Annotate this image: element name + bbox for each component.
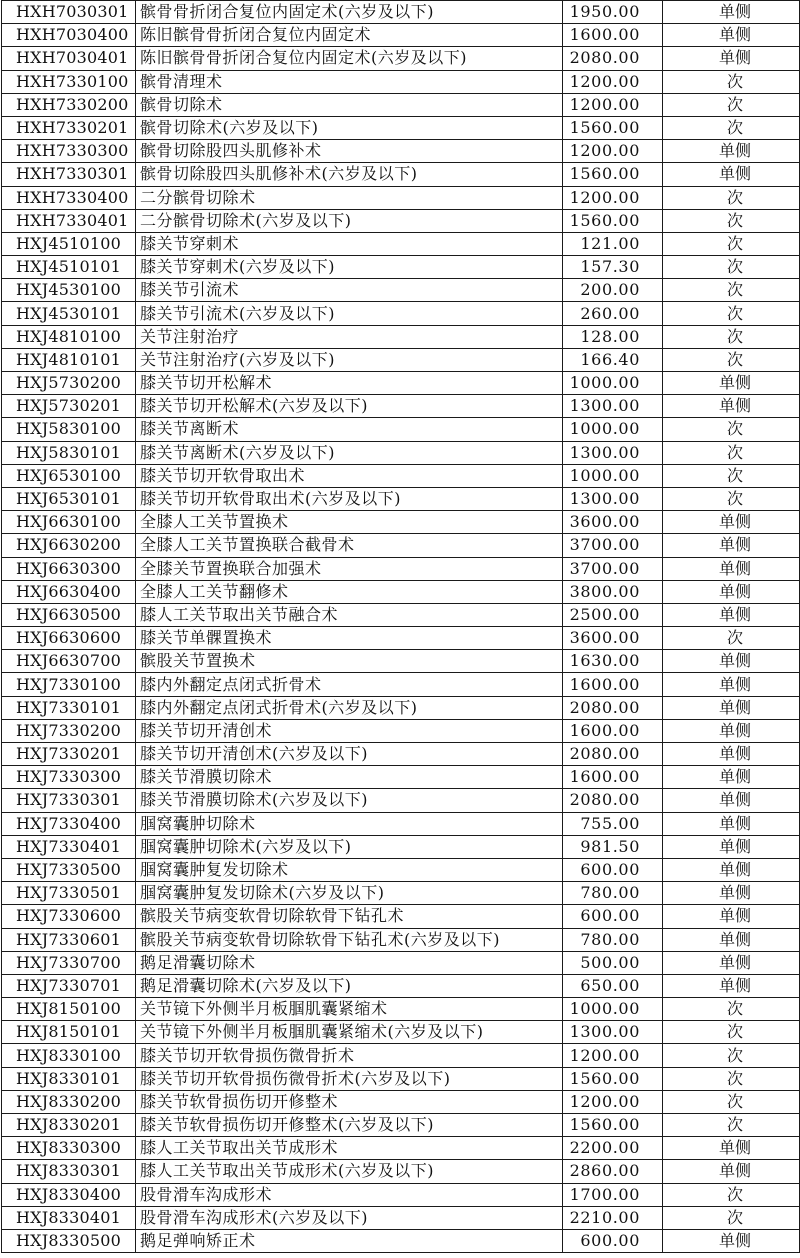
item-price: 780.00 xyxy=(563,882,663,905)
table-row xyxy=(2,789,800,812)
item-code: HXJ7330501 xyxy=(2,882,136,905)
item-unit: 次 xyxy=(663,325,800,348)
item-price: 1630.00 xyxy=(563,650,663,673)
item-unit: 单侧 xyxy=(663,372,800,395)
item-unit: 单侧 xyxy=(663,858,800,881)
item-code: HXJ8330100 xyxy=(2,1044,136,1067)
item-code: HXJ7330700 xyxy=(2,951,136,974)
item-name: 腘窝囊肿复发切除术(六岁及以下) xyxy=(136,882,563,905)
item-unit: 单侧 xyxy=(663,24,800,47)
item-code: HXJ7330200 xyxy=(2,719,136,742)
table-row xyxy=(2,418,800,441)
item-unit: 单侧 xyxy=(663,1137,800,1160)
table-row xyxy=(2,24,800,47)
item-unit: 单侧 xyxy=(663,395,800,418)
item-code: HXJ8330300 xyxy=(2,1137,136,1160)
table-row xyxy=(2,1183,800,1206)
item-unit: 单侧 xyxy=(663,882,800,905)
item-unit: 单侧 xyxy=(663,835,800,858)
item-unit: 次 xyxy=(663,232,800,255)
item-price: 981.50 xyxy=(563,835,663,858)
table-row xyxy=(2,232,800,255)
item-unit: 次 xyxy=(663,256,800,279)
item-name: 膝关节穿刺术(六岁及以下) xyxy=(136,256,563,279)
item-price: 1560.00 xyxy=(563,1067,663,1090)
table-row xyxy=(2,1090,800,1113)
item-name: 膝关节切开软骨损伤微骨折术 xyxy=(136,1044,563,1067)
table-row xyxy=(2,743,800,766)
table-row xyxy=(2,256,800,279)
item-price: 1560.00 xyxy=(563,1114,663,1137)
table-row xyxy=(2,279,800,302)
item-name: 膝关节引流术 xyxy=(136,279,563,302)
item-code: HXJ8330201 xyxy=(2,1114,136,1137)
item-code: HXH7030301 xyxy=(2,1,136,24)
item-unit: 次 xyxy=(663,93,800,116)
item-name: 膝关节切开松解术 xyxy=(136,372,563,395)
item-name: 膝人工关节取出关节成形术 xyxy=(136,1137,563,1160)
item-unit: 单侧 xyxy=(663,650,800,673)
item-unit: 次 xyxy=(663,418,800,441)
item-code: HXJ8330500 xyxy=(2,1229,136,1252)
item-name: 鹅足滑囊切除术 xyxy=(136,951,563,974)
price-table xyxy=(1,0,800,1253)
item-code: HXJ8330401 xyxy=(2,1206,136,1229)
item-price: 1600.00 xyxy=(563,24,663,47)
item-code: HXH7030400 xyxy=(2,24,136,47)
item-name: 关节镜下外侧半月板腘肌囊紧缩术 xyxy=(136,998,563,1021)
item-name: 髌骨骨折闭合复位内固定术(六岁及以下) xyxy=(136,1,563,24)
table-row xyxy=(2,974,800,997)
item-price: 1200.00 xyxy=(563,1044,663,1067)
table-row xyxy=(2,580,800,603)
item-price: 2080.00 xyxy=(563,696,663,719)
item-code: HXJ6630600 xyxy=(2,627,136,650)
item-code: HXJ7330500 xyxy=(2,858,136,881)
item-unit: 单侧 xyxy=(663,974,800,997)
table-row xyxy=(2,140,800,163)
table-row xyxy=(2,1137,800,1160)
item-price: 3700.00 xyxy=(563,534,663,557)
item-unit: 单侧 xyxy=(663,696,800,719)
item-name: 膝关节滑膜切除术 xyxy=(136,766,563,789)
item-unit: 次 xyxy=(663,70,800,93)
item-code: HXJ8330301 xyxy=(2,1160,136,1183)
table-row xyxy=(2,673,800,696)
item-name: 关节注射治疗(六岁及以下) xyxy=(136,348,563,371)
item-name: 膝关节切开软骨取出术 xyxy=(136,464,563,487)
item-unit: 次 xyxy=(663,627,800,650)
table-row xyxy=(2,534,800,557)
item-price: 1950.00 xyxy=(563,1,663,24)
item-code: HXJ6630700 xyxy=(2,650,136,673)
table-row xyxy=(2,441,800,464)
item-name: 膝关节引流术(六岁及以下) xyxy=(136,302,563,325)
item-code: HXJ7330400 xyxy=(2,812,136,835)
item-name: 膝关节切开松解术(六岁及以下) xyxy=(136,395,563,418)
item-code: HXJ6630300 xyxy=(2,557,136,580)
table-row xyxy=(2,464,800,487)
item-unit: 单侧 xyxy=(663,719,800,742)
item-unit: 单侧 xyxy=(663,1,800,24)
table-row xyxy=(2,719,800,742)
item-name: 膝关节切开软骨取出术(六岁及以下) xyxy=(136,487,563,510)
item-unit: 次 xyxy=(663,487,800,510)
item-price: 1300.00 xyxy=(563,395,663,418)
item-unit: 单侧 xyxy=(663,557,800,580)
item-price: 650.00 xyxy=(563,974,663,997)
table-body xyxy=(2,1,800,1253)
table-row xyxy=(2,325,800,348)
item-name: 二分髌骨切除术 xyxy=(136,186,563,209)
table-row xyxy=(2,928,800,951)
item-code: HXJ4810100 xyxy=(2,325,136,348)
item-name: 膝关节切开软骨损伤微骨折术(六岁及以下) xyxy=(136,1067,563,1090)
item-code: HXJ6530100 xyxy=(2,464,136,487)
item-unit: 单侧 xyxy=(663,766,800,789)
table-row xyxy=(2,1,800,24)
item-name: 膝关节软骨损伤切开修整术(六岁及以下) xyxy=(136,1114,563,1137)
item-unit: 次 xyxy=(663,209,800,232)
item-name: 髌骨切除术(六岁及以下) xyxy=(136,116,563,139)
item-unit: 单侧 xyxy=(663,812,800,835)
item-unit: 单侧 xyxy=(663,47,800,70)
item-unit: 单侧 xyxy=(663,163,800,186)
item-price: 1200.00 xyxy=(563,140,663,163)
item-code: HXJ6530101 xyxy=(2,487,136,510)
item-name: 髌骨切除股四头肌修补术(六岁及以下) xyxy=(136,163,563,186)
table-row xyxy=(2,302,800,325)
item-price: 260.00 xyxy=(563,302,663,325)
item-name: 关节注射治疗 xyxy=(136,325,563,348)
item-price: 1000.00 xyxy=(563,998,663,1021)
table-row xyxy=(2,511,800,534)
table-row xyxy=(2,696,800,719)
table-row xyxy=(2,812,800,835)
item-name: 陈旧髌骨骨折闭合复位内固定术 xyxy=(136,24,563,47)
table-row xyxy=(2,1206,800,1229)
item-code: HXJ8330400 xyxy=(2,1183,136,1206)
table-row xyxy=(2,766,800,789)
item-price: 166.40 xyxy=(563,348,663,371)
item-code: HXH7030401 xyxy=(2,47,136,70)
table-row xyxy=(2,650,800,673)
item-unit: 单侧 xyxy=(663,534,800,557)
item-price: 157.30 xyxy=(563,256,663,279)
item-code: HXJ8330101 xyxy=(2,1067,136,1090)
item-unit: 单侧 xyxy=(663,140,800,163)
item-code: HXH7330401 xyxy=(2,209,136,232)
item-code: HXJ7330300 xyxy=(2,766,136,789)
table-row xyxy=(2,627,800,650)
item-price: 1560.00 xyxy=(563,163,663,186)
item-price: 1600.00 xyxy=(563,719,663,742)
item-code: HXJ6630400 xyxy=(2,580,136,603)
item-price: 121.00 xyxy=(563,232,663,255)
item-code: HXJ8330200 xyxy=(2,1090,136,1113)
item-code: HXJ7330101 xyxy=(2,696,136,719)
item-name: 髌股关节病变软骨切除软骨下钻孔术 xyxy=(136,905,563,928)
item-price: 2080.00 xyxy=(563,743,663,766)
item-name: 膝关节滑膜切除术(六岁及以下) xyxy=(136,789,563,812)
item-code: HXJ4530101 xyxy=(2,302,136,325)
table-row xyxy=(2,1160,800,1183)
item-name: 二分髌骨切除术(六岁及以下) xyxy=(136,209,563,232)
item-price: 1200.00 xyxy=(563,1090,663,1113)
item-name: 股骨滑车沟成形术(六岁及以下) xyxy=(136,1206,563,1229)
item-name: 髌骨切除股四头肌修补术 xyxy=(136,140,563,163)
item-code: HXJ4530100 xyxy=(2,279,136,302)
item-code: HXH7330301 xyxy=(2,163,136,186)
item-unit: 单侧 xyxy=(663,1160,800,1183)
item-unit: 次 xyxy=(663,1206,800,1229)
item-code: HXH7330201 xyxy=(2,116,136,139)
table-row xyxy=(2,1021,800,1044)
item-unit: 单侧 xyxy=(663,789,800,812)
item-price: 1200.00 xyxy=(563,70,663,93)
item-name: 髌股关节置换术 xyxy=(136,650,563,673)
item-price: 2080.00 xyxy=(563,47,663,70)
item-code: HXJ6630200 xyxy=(2,534,136,557)
item-code: HXJ4810101 xyxy=(2,348,136,371)
item-unit: 次 xyxy=(663,1021,800,1044)
item-code: HXH7330300 xyxy=(2,140,136,163)
item-price: 780.00 xyxy=(563,928,663,951)
item-name: 全膝人工关节翻修术 xyxy=(136,580,563,603)
item-price: 2200.00 xyxy=(563,1137,663,1160)
table-row xyxy=(2,951,800,974)
item-code: HXJ7330601 xyxy=(2,928,136,951)
item-code: HXJ5730200 xyxy=(2,372,136,395)
item-code: HXJ8150100 xyxy=(2,998,136,1021)
item-code: HXJ8150101 xyxy=(2,1021,136,1044)
item-unit: 次 xyxy=(663,186,800,209)
item-price: 3600.00 xyxy=(563,511,663,534)
item-name: 膝关节单髁置换术 xyxy=(136,627,563,650)
item-price: 128.00 xyxy=(563,325,663,348)
item-unit: 次 xyxy=(663,348,800,371)
item-code: HXJ5830101 xyxy=(2,441,136,464)
item-code: HXJ7330401 xyxy=(2,835,136,858)
item-name: 膝人工关节取出关节融合术 xyxy=(136,603,563,626)
table-row xyxy=(2,209,800,232)
item-price: 200.00 xyxy=(563,279,663,302)
item-price: 1560.00 xyxy=(563,116,663,139)
table-row xyxy=(2,835,800,858)
table-row xyxy=(2,1044,800,1067)
table-row xyxy=(2,905,800,928)
item-code: HXJ4510100 xyxy=(2,232,136,255)
item-unit: 次 xyxy=(663,998,800,1021)
item-unit: 次 xyxy=(663,1044,800,1067)
item-price: 2500.00 xyxy=(563,603,663,626)
item-price: 2210.00 xyxy=(563,1206,663,1229)
item-unit: 次 xyxy=(663,279,800,302)
item-price: 1000.00 xyxy=(563,464,663,487)
table-row xyxy=(2,186,800,209)
table-row xyxy=(2,882,800,905)
item-unit: 单侧 xyxy=(663,928,800,951)
item-code: HXJ7330201 xyxy=(2,743,136,766)
table-row xyxy=(2,1067,800,1090)
item-name: 鹅足滑囊切除术(六岁及以下) xyxy=(136,974,563,997)
item-price: 3700.00 xyxy=(563,557,663,580)
item-name: 全膝人工关节置换术 xyxy=(136,511,563,534)
item-code: HXJ7330100 xyxy=(2,673,136,696)
item-price: 1600.00 xyxy=(563,766,663,789)
item-price: 600.00 xyxy=(563,905,663,928)
table-row xyxy=(2,395,800,418)
table-row xyxy=(2,858,800,881)
table-row xyxy=(2,348,800,371)
item-code: HXJ5730201 xyxy=(2,395,136,418)
item-unit: 单侧 xyxy=(663,951,800,974)
item-code: HXJ5830100 xyxy=(2,418,136,441)
item-unit: 次 xyxy=(663,1090,800,1113)
item-price: 1560.00 xyxy=(563,209,663,232)
item-unit: 单侧 xyxy=(663,743,800,766)
item-price: 755.00 xyxy=(563,812,663,835)
item-name: 股骨滑车沟成形术 xyxy=(136,1183,563,1206)
item-name: 膝关节离断术 xyxy=(136,418,563,441)
item-price: 1000.00 xyxy=(563,418,663,441)
table-row xyxy=(2,998,800,1021)
item-name: 髌骨清理术 xyxy=(136,70,563,93)
table-row xyxy=(2,1229,800,1252)
item-name: 膝关节软骨损伤切开修整术 xyxy=(136,1090,563,1113)
item-unit: 单侧 xyxy=(663,580,800,603)
item-code: HXJ4510101 xyxy=(2,256,136,279)
item-code: HXH7330100 xyxy=(2,70,136,93)
item-unit: 次 xyxy=(663,1114,800,1137)
item-name: 髌股关节病变软骨切除软骨下钻孔术(六岁及以下) xyxy=(136,928,563,951)
item-price: 1600.00 xyxy=(563,673,663,696)
item-code: HXH7330400 xyxy=(2,186,136,209)
item-price: 2860.00 xyxy=(563,1160,663,1183)
table-row xyxy=(2,116,800,139)
item-price: 1700.00 xyxy=(563,1183,663,1206)
item-price: 1200.00 xyxy=(563,93,663,116)
item-name: 膝关节切开清创术(六岁及以下) xyxy=(136,743,563,766)
item-name: 腘窝囊肿切除术(六岁及以下) xyxy=(136,835,563,858)
item-unit: 次 xyxy=(663,1183,800,1206)
item-code: HXJ6630100 xyxy=(2,511,136,534)
item-code: HXJ6630500 xyxy=(2,603,136,626)
item-name: 腘窝囊肿切除术 xyxy=(136,812,563,835)
item-unit: 单侧 xyxy=(663,511,800,534)
item-code: HXJ7330301 xyxy=(2,789,136,812)
item-price: 3600.00 xyxy=(563,627,663,650)
item-name: 髌骨切除术 xyxy=(136,93,563,116)
table-row xyxy=(2,1114,800,1137)
item-code: HXJ7330701 xyxy=(2,974,136,997)
item-price: 3800.00 xyxy=(563,580,663,603)
table-row xyxy=(2,47,800,70)
item-unit: 次 xyxy=(663,464,800,487)
item-name: 陈旧髌骨骨折闭合复位内固定术(六岁及以下) xyxy=(136,47,563,70)
item-unit: 次 xyxy=(663,116,800,139)
item-price: 600.00 xyxy=(563,858,663,881)
table-row xyxy=(2,487,800,510)
item-name: 腘窝囊肿复发切除术 xyxy=(136,858,563,881)
item-name: 关节镜下外侧半月板腘肌囊紧缩术(六岁及以下) xyxy=(136,1021,563,1044)
table-row xyxy=(2,603,800,626)
item-name: 膝内外翻定点闭式折骨术 xyxy=(136,673,563,696)
item-price: 2080.00 xyxy=(563,789,663,812)
item-name: 全膝关节置换联合加强术 xyxy=(136,557,563,580)
table-row xyxy=(2,163,800,186)
item-price: 500.00 xyxy=(563,951,663,974)
item-price: 600.00 xyxy=(563,1229,663,1252)
table-row xyxy=(2,93,800,116)
item-name: 鹅足弹响矫正术 xyxy=(136,1229,563,1252)
item-name: 膝关节切开清创术 xyxy=(136,719,563,742)
item-price: 1000.00 xyxy=(563,372,663,395)
item-unit: 单侧 xyxy=(663,905,800,928)
item-code: HXJ7330600 xyxy=(2,905,136,928)
item-name: 膝关节穿刺术 xyxy=(136,232,563,255)
item-price: 1300.00 xyxy=(563,1021,663,1044)
item-unit: 单侧 xyxy=(663,1229,800,1252)
table-row xyxy=(2,372,800,395)
item-name: 膝内外翻定点闭式折骨术(六岁及以下) xyxy=(136,696,563,719)
item-unit: 次 xyxy=(663,302,800,325)
item-name: 膝关节离断术(六岁及以下) xyxy=(136,441,563,464)
item-unit: 次 xyxy=(663,441,800,464)
item-name: 膝人工关节取出关节成形术(六岁及以下) xyxy=(136,1160,563,1183)
item-unit: 单侧 xyxy=(663,673,800,696)
item-price: 1300.00 xyxy=(563,487,663,510)
item-price: 1200.00 xyxy=(563,186,663,209)
item-price: 1300.00 xyxy=(563,441,663,464)
item-name: 全膝人工关节置换联合截骨术 xyxy=(136,534,563,557)
item-unit: 次 xyxy=(663,1067,800,1090)
table-row xyxy=(2,70,800,93)
item-code: HXH7330200 xyxy=(2,93,136,116)
item-unit: 单侧 xyxy=(663,603,800,626)
table-row xyxy=(2,557,800,580)
